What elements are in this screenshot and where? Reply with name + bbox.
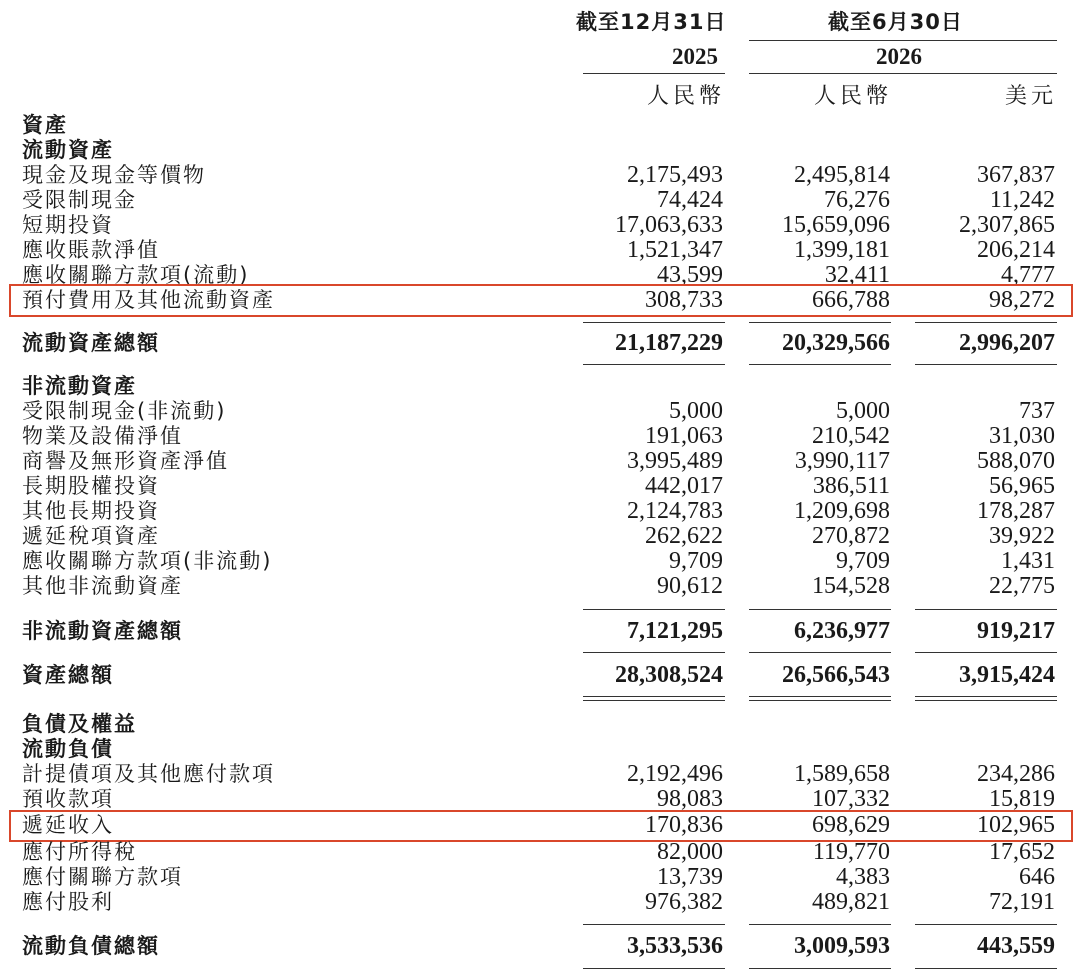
value-2026-usd: 443,559 [977,933,1055,959]
row-label: 預付費用及其他流動資產 [22,288,275,312]
value-2025-rmb: 13,739 [657,864,723,890]
row-label: 預收款項 [22,787,114,811]
row-label: 應付股利 [22,890,114,914]
value-2026-usd: 367,837 [977,162,1055,188]
section-current-assets: 流動資產 [22,138,114,162]
row-label: 長期股權投資 [22,474,160,498]
double-rule-c3-a [915,696,1057,697]
value-2026-usd: 11,242 [989,187,1055,213]
table-row-total [0,331,1080,356]
total-rule-c1 [583,968,725,969]
table-row [0,865,1080,890]
currency-rmb-2025: 人民幣 [646,84,725,109]
table-row [0,424,1080,449]
value-2026-usd: 234,286 [977,761,1055,787]
value-2026-usd: 56,965 [989,473,1055,499]
row-label: 其他非流動資產 [22,574,183,598]
subtotal-rule-c3 [915,322,1057,323]
value-2025-rmb: 17,063,633 [615,212,723,238]
value-2025-rmb: 90,612 [657,573,723,599]
value-2025-rmb: 21,187,229 [615,330,723,356]
subtotal-rule-c2 [749,322,891,323]
table-row [0,188,1080,213]
row-label: 應付關聯方款項 [22,865,183,889]
table-row [0,890,1080,915]
row-label: 商譽及無形資產淨值 [22,449,229,473]
value-2026-usd: 22,775 [989,573,1055,599]
table-row [0,499,1080,524]
row-label: 現金及現金等價物 [22,163,206,187]
table-row [0,238,1080,263]
row-label: 流動負債總額 [22,934,160,958]
value-2025-rmb: 74,424 [657,187,723,213]
total-rule-c2 [749,364,891,365]
value-2026-rmb: 107,332 [812,786,890,812]
subtotal-rule-c1 [583,924,725,925]
double-rule-c2-a [749,696,891,697]
value-2026-usd: 3,915,424 [959,662,1055,688]
value-2026-rmb: 489,821 [812,889,890,915]
double-rule-c1-a [583,696,725,697]
value-2026-usd: 588,070 [977,448,1055,474]
value-2026-usd: 4,777 [1001,262,1055,288]
row-label: 遞延收入 [22,813,114,837]
row-label: 物業及設備淨值 [22,424,183,448]
currency-usd-2026: 美元 [1004,84,1057,109]
value-2025-rmb: 9,709 [669,548,723,574]
value-2025-rmb: 1,521,347 [627,237,723,263]
value-2026-rmb: 76,276 [824,187,890,213]
value-2026-rmb: 5,000 [836,398,890,424]
table-row [0,399,1080,424]
value-2026-rmb: 666,788 [812,287,890,313]
table-row-grand-total [0,663,1080,688]
value-2026-usd: 2,307,865 [959,212,1055,238]
value-2026-usd: 39,922 [989,523,1055,549]
total-rule-c1 [583,364,725,365]
value-2025-rmb: 170,836 [645,812,723,838]
row-label: 非流動資產總額 [22,619,183,643]
value-2026-usd: 15,819 [989,786,1055,812]
header-jun30-rule [749,40,1057,41]
total-rule-c1 [583,652,725,653]
row-label: 應收賬款淨值 [22,238,160,262]
value-2026-rmb: 210,542 [812,423,890,449]
row-label: 流動資產總額 [22,331,160,355]
section-liabilities-equity: 負債及權益 [22,712,137,736]
table-row [0,840,1080,865]
value-2025-rmb: 98,083 [657,786,723,812]
double-rule-c2-b [749,700,891,701]
row-label: 受限制現金 [22,188,137,212]
year-2025: 2025 [672,44,718,69]
subtotal-rule-c3 [915,924,1057,925]
row-label: 短期投資 [22,213,114,237]
subtotal-rule-c1 [583,609,725,610]
table-row [0,449,1080,474]
row-label: 遞延稅項資產 [22,524,160,548]
table-row [0,213,1080,238]
value-2026-rmb: 3,009,593 [794,933,890,959]
value-2025-rmb: 3,533,536 [627,933,723,959]
value-2025-rmb: 3,995,489 [627,448,723,474]
row-label: 應收關聯方款項(非流動) [22,549,273,573]
value-2025-rmb: 442,017 [645,473,723,499]
value-2026-usd: 919,217 [977,618,1055,644]
value-2026-usd: 17,652 [989,839,1055,865]
value-2026-usd: 102,965 [977,812,1055,838]
subtotal-rule-c2 [749,924,891,925]
row-label: 受限制現金(非流動) [22,399,227,423]
value-2026-rmb: 1,399,181 [794,237,890,263]
table-row [0,787,1080,812]
value-2026-rmb: 1,209,698 [794,498,890,524]
value-2026-usd: 31,030 [989,423,1055,449]
value-2026-rmb: 1,589,658 [794,761,890,787]
value-2026-usd: 72,191 [989,889,1055,915]
value-2025-rmb: 5,000 [669,398,723,424]
value-2026-usd: 2,996,207 [959,330,1055,356]
value-2025-rmb: 43,599 [657,262,723,288]
value-2025-rmb: 2,124,783 [627,498,723,524]
table-row [0,762,1080,787]
value-2025-rmb: 976,382 [645,889,723,915]
value-2026-rmb: 6,236,977 [794,618,890,644]
value-2025-rmb: 308,733 [645,287,723,313]
year-2025-rule [583,73,725,74]
currency-rmb-2026: 人民幣 [813,84,892,109]
value-2026-rmb: 2,495,814 [794,162,890,188]
value-2026-rmb: 32,411 [824,262,890,288]
header-dec31: 截至12月31日 [576,10,727,34]
value-2026-rmb: 698,629 [812,812,890,838]
value-2025-rmb: 2,192,496 [627,761,723,787]
double-rule-c1-b [583,700,725,701]
value-2026-usd: 1,431 [1001,548,1055,574]
total-rule-c3 [915,652,1057,653]
subtotal-rule-c1 [583,322,725,323]
total-rule-c3 [915,968,1057,969]
year-2026-rule [749,73,1057,74]
section-current-liabilities: 流動負債 [22,737,114,761]
section-noncurrent-assets: 非流動資產 [22,374,137,398]
highlight-box-prepaid [9,284,1073,317]
value-2026-rmb: 119,770 [812,839,890,865]
value-2026-usd: 206,214 [977,237,1055,263]
subtotal-rule-c2 [749,609,891,610]
value-2025-rmb: 262,622 [645,523,723,549]
value-2026-rmb: 20,329,566 [782,330,890,356]
table-row-total [0,619,1080,644]
value-2025-rmb: 191,063 [645,423,723,449]
value-2025-rmb: 7,121,295 [627,618,723,644]
table-row [0,163,1080,188]
highlight-box-deferred-revenue [9,810,1073,842]
value-2025-rmb: 2,175,493 [627,162,723,188]
value-2026-rmb: 386,511 [812,473,890,499]
value-2026-usd: 646 [1019,864,1055,890]
table-row [0,549,1080,574]
year-2026: 2026 [876,44,922,69]
row-label: 計提債項及其他應付款項 [22,762,275,786]
header-jun30: 截至6月30日 [828,10,963,34]
value-2026-rmb: 3,990,117 [794,448,890,474]
value-2026-usd: 98,272 [989,287,1055,313]
row-label: 應付所得稅 [22,840,137,864]
table-row [0,524,1080,549]
total-rule-c2 [749,968,891,969]
table-row-total [0,934,1080,959]
section-assets: 資產 [22,113,68,137]
value-2026-rmb: 26,566,543 [782,662,890,688]
total-rule-c3 [915,364,1057,365]
subtotal-rule-c3 [915,609,1057,610]
value-2026-rmb: 270,872 [812,523,890,549]
value-2026-usd: 737 [1019,398,1055,424]
value-2026-rmb: 15,659,096 [782,212,890,238]
value-2025-rmb: 82,000 [657,839,723,865]
total-rule-c2 [749,652,891,653]
value-2025-rmb: 28,308,524 [615,662,723,688]
table-row [0,574,1080,599]
value-2026-usd: 178,287 [977,498,1055,524]
row-label: 其他長期投資 [22,499,160,523]
row-label: 資產總額 [22,663,114,687]
table-row [0,474,1080,499]
value-2026-rmb: 4,383 [836,864,890,890]
value-2026-rmb: 9,709 [836,548,890,574]
double-rule-c3-b [915,700,1057,701]
value-2026-rmb: 154,528 [812,573,890,599]
row-label: 應收關聯方款項(流動) [22,263,250,287]
